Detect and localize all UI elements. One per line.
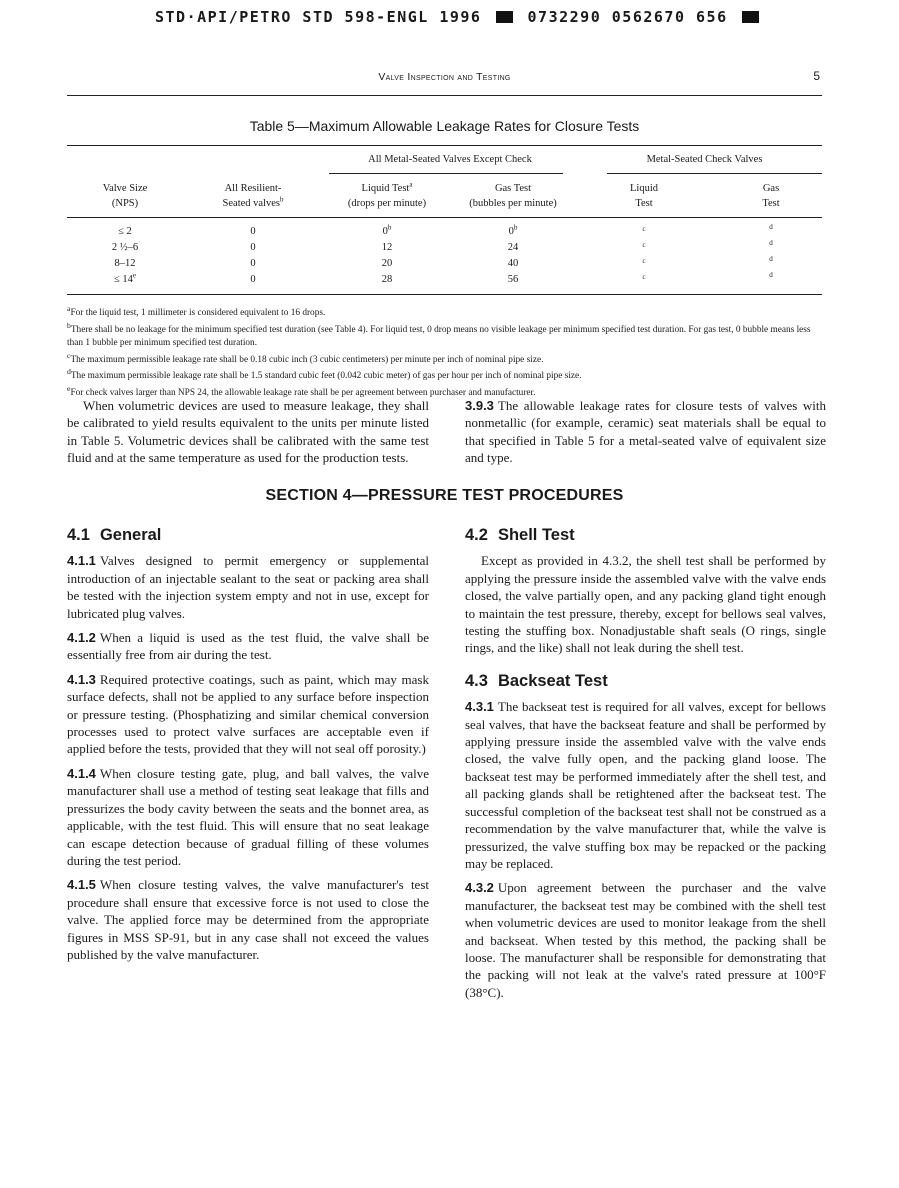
paragraph-4-2: Except as provided in 4.3.2, the shell test shall be performed by applying the pressure inside the assembled valve with the valve ends closed, the valve partially open, and any packing gland tight enough to maintain the test pressure, thereby, except for bellows seal valves, testing the stuffing box. Nonadjustable shaft seals (O rings, single rings, and the like) shall not leak during the shell test. (465, 553, 826, 656)
header-check-gas: Gas Test (762, 183, 780, 209)
header-check-liquid: Liquid Test (630, 183, 658, 209)
stamp-mid-text: 0732290 0562670 (527, 8, 686, 26)
heading-4-2: 4.2 Shell Test (465, 526, 575, 544)
leakage-rate-table: All Metal-Seated Valves Except Check Metal-Seated Check Valves Valve Size (NPS) All Resilient- Seated valves$^b$ Liquid Test$^a$ (drops per minute) Gas Test (bubbles per minute) Liquid Test Gas Test ≤ 2 0 0$^b$ 0$^b$ c d 2 ½–6 0 12 24 c d 8–12 0 20 40 c d ≤ $14^e$ 0 28 56 c d (67, 145, 822, 297)
header-liquid-test: Liquid Test$^a$ (drops per minute) (347, 180, 427, 209)
stamp-left-text: STD·API/PETRO STD 598-ENGL 1996 (155, 8, 482, 26)
paragraph-4-1-5: 4.1.5 When closure testing valves, the valve manufacturer's test procedure shall ensure that excessive force is not used to close the valve. The applied force may be determined from the appropriate figures in MSS SP-91, but in any case shall not exceed the values published by the valve manufacturer. (67, 877, 429, 962)
paragraph-4-1-1: 4.1.1 Valves designed to permit emergency or supplemental introduction of an injectable sealant to the seat or packing area shall be tested with the injection system empty and not in use, except for lubricated plug valves. (67, 553, 429, 621)
running-head-title: Valve Inspection and Testing (378, 71, 511, 83)
left-column-top (67, 397, 429, 474)
paragraph-4-1-4: 4.1.4 When closure testing gate, plug, and ball valves, the valve manufacturer shall use a method of testing seat leakage that fills and pressurizes the body cavity between the seats and the bonnet area, as applicable, with the test fluid. This will ensure that no seat leakage can escape detection because of gradual filling of these volumes during the test period. (67, 765, 429, 868)
paragraph-4-1-3: 4.1.3 Required protective coatings, such as paint, which may mask surface defects, shall not be applied to any surface before inspection or pressure testing. (Phosphatizing and similar chemical conversion processes used to protect valve surfaces are acceptable even if applied before the tests, provided that they will not seal off porosity.) (67, 671, 429, 757)
table-footnotes (67, 303, 822, 400)
header-resilient-seated: All Resilient- Seated valves$^b$ (222, 183, 284, 209)
paragraph: When volumetric devices are used to measure leakage, they shall be calibrated to yield results equivalent to the units per minute listed in Table 5. Volumetric devices shall be calibrated with the same test fluid and at the same temperature as used for the production tests. (67, 398, 429, 466)
stamp-block (496, 11, 513, 23)
document-id-stamp (155, 8, 763, 26)
footnote: $^b$There shall be no leakage for the minimum specified test duration (see Table 4). For liquid test, 0 drop means no visible leakage per minimum specified test duration. For gas test, 0 bubble means less than 1 bubble per minimum specified test duration. (67, 320, 811, 348)
heading-4-1: 4.1 General (67, 526, 162, 544)
footnote: $^c$The maximum permissible leakage rate shall be 0.18 cubic inch (3 cubic centimeters) per minute per inch of nominal pipe size. (67, 350, 544, 365)
header-gas-test: Gas Test (bubbles per minute) (469, 183, 557, 209)
paragraph-4-3-2: 4.3.2 Upon agreement between the purchaser and the valve manufacturer, the backseat test may be combined with the shell test when volumetric devices are used to monitor leakage from the shell and backseat. When tested by this method, the packing shall be loose. The manufacturer shall be responsible for demonstrating that the packing will not leak at the valve's rated pressure at 100°F (38°C). (465, 880, 826, 1000)
group-header-metal-seated: All Metal-Seated Valves Except Check (368, 154, 532, 165)
footnote: $^e$For check valves larger than NPS 24, the allowable leakage rate shall be per agreement between purchaser and manufacturer. (67, 384, 536, 399)
footnote: $^a$For the liquid test, 1 millimeter is considered equivalent to 16 drops. (67, 304, 326, 319)
right-column-top (465, 397, 826, 474)
paragraph-3-9-3: 3.9.3 The allowable leakage rates for closure tests of valves with nonmetallic (for example, ceramic) seat materials shall be equal to that specified in Table 5 for a metal-seated valve of equivalent size and type. (465, 398, 826, 466)
group-header-check-valves: Metal-Seated Check Valves (646, 154, 763, 165)
table-caption: Table 5—Maximum Allowable Leakage Rates for Closure Tests (249, 118, 640, 134)
left-column (67, 527, 429, 970)
paragraph-4-3-1: 4.3.1 The backseat test is required for all valves, except for bellows seal valves, that have the backseat feature and shall be performed by applying pressure inside the assembled valve with the valve ends closed, the valve fully open, and the packing gland loose. The backseat test may be performed immediately after the shell test, and all packing glands shall be retightened after the backseat test. The successful completion of the backseat test shall not be construed as a recommendation by the valve manufacturer that, while the valve is pressurized, the valve stuffing box may be repacked or the packing may be replaced. (465, 699, 826, 871)
running-head (67, 71, 822, 96)
footnote: $^d$The maximum permissible leakage rate shall be 1.5 standard cubic feet (0.042 cubic meter) of gas per hour per inch of nominal pipe size. (67, 367, 582, 382)
stamp-block (742, 11, 759, 23)
heading-4-3: 4.3 Backseat Test (465, 671, 608, 690)
stamp-right-text: 656 (696, 8, 728, 26)
paragraph-4-1-2: 4.1.2 When a liquid is used as the test fluid, the valve shall be essentially free from air during the test. (67, 630, 429, 663)
page-number: 5 (813, 69, 820, 83)
section-title: SECTION 4—PRESSURE TEST PROCEDURES (265, 487, 624, 504)
header-valve-size: Valve Size (NPS) (102, 183, 148, 209)
right-column (465, 527, 826, 1008)
